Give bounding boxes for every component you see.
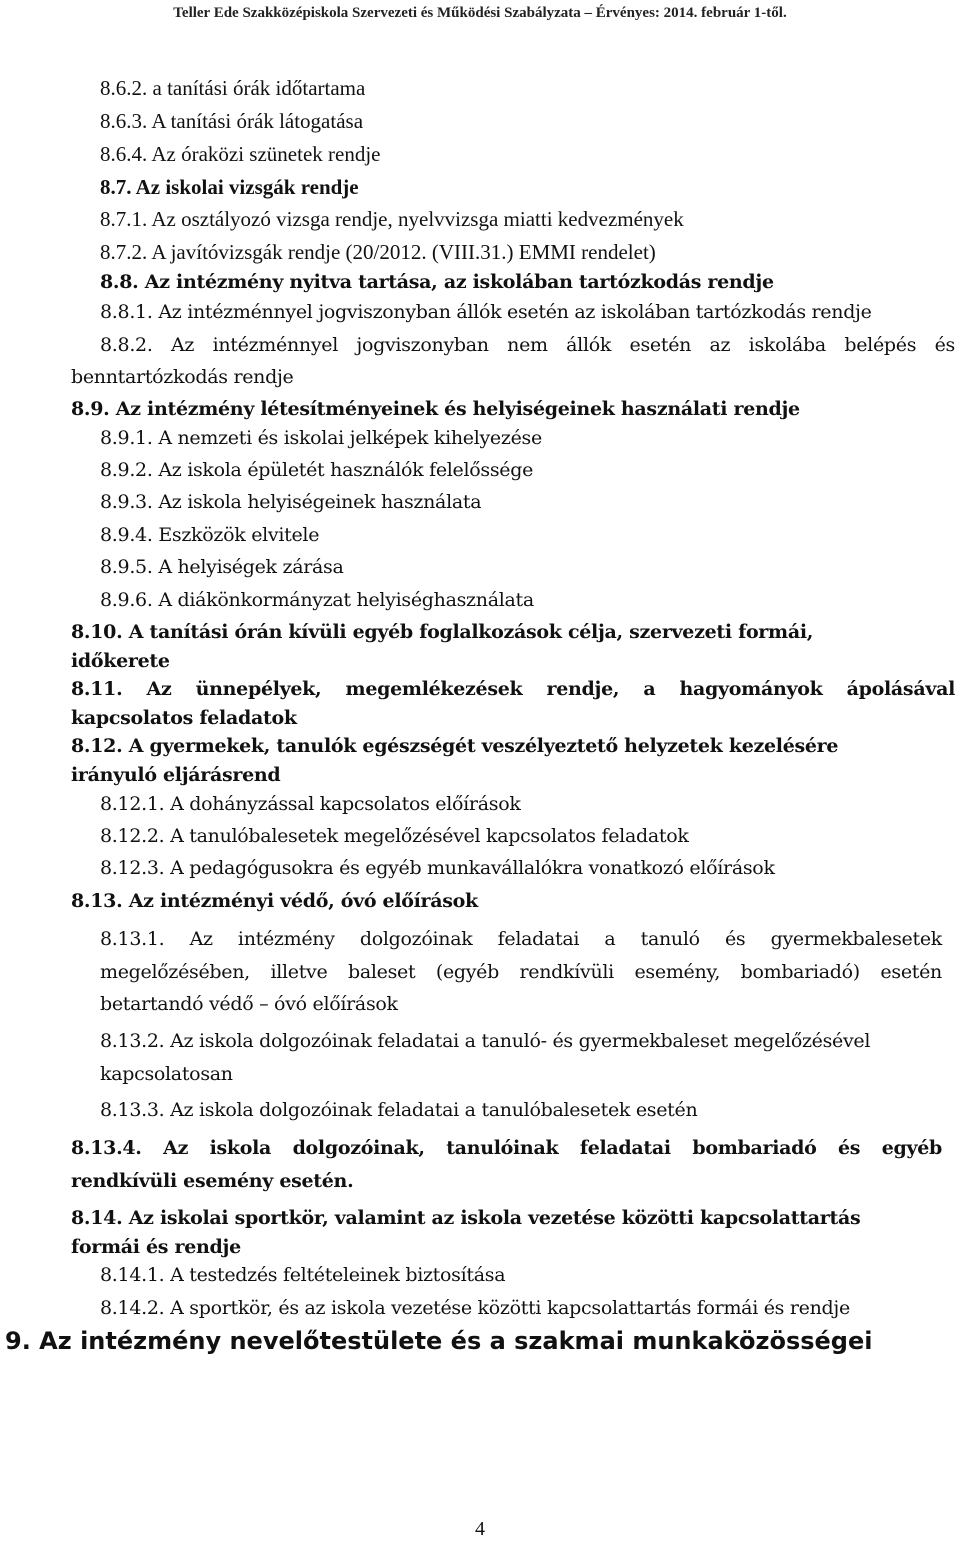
toc-entry: 8.12.3. A pedagógusokra és egyéb munkavállalókra vonatkozó előírások — [100, 857, 775, 879]
toc-entry: 8.7. Az iskolai vizsgák rendje — [100, 175, 359, 199]
toc-entry: betartandó védő – óvó előírások — [100, 993, 398, 1015]
toc-entry: 8.6.2. a tanítási órák időtartama — [100, 76, 366, 100]
toc-entry: 8.6.4. Az óraközi szünetek rendje — [100, 142, 381, 166]
toc-entry: 8.8. Az intézmény nyitva tartása, az iskolában tartózkodás rendje — [100, 271, 774, 293]
toc-entry: kapcsolatos feladatok — [71, 707, 297, 729]
toc-entry: benntartózkodás rendje — [71, 366, 294, 388]
toc-entry: 8.14.2. A sportkör, és az iskola vezetése közötti kapcsolattartás formái és rendje — [100, 1297, 850, 1319]
toc-entry: 8.10. A tanítási órán kívüli egyéb foglalkozások célja, szervezeti formái, — [71, 621, 814, 643]
page-header: Teller Ede Szakközépiskola Szervezeti és Működési Szabályzata – Érvényes: 2014. február 1-től. — [173, 5, 787, 21]
toc-entry: 8.13.3. Az iskola dolgozóinak feladatai a tanulóbalesetek esetén — [100, 1099, 698, 1121]
toc-entry: 8.8.2. Az intézménnyel jogviszonyban nem állók esetén az iskolába belépés és — [100, 334, 955, 356]
toc-entry: 8.12. A gyermekek, tanulók egészségét veszélyeztető helyzetek kezelésére — [71, 735, 839, 757]
toc-entry: 8.9.3. Az iskola helyiségeinek használata — [100, 491, 482, 513]
page-number: 4 — [475, 1518, 485, 1540]
toc-entry: rendkívüli esemény esetén. — [71, 1170, 354, 1192]
toc-entry: 8.8.1. Az intézménnyel jogviszonyban állók esetén az iskolában tartózkodás rendje — [100, 301, 872, 323]
toc-entry: 8.11. Az ünnepélyek, megemlékezések rendje, a hagyományok ápolásával — [71, 678, 955, 700]
toc-entry: irányuló eljárásrend — [71, 764, 281, 786]
toc-entry: 8.12.2. A tanulóbalesetek megelőzésével kapcsolatos feladatok — [100, 825, 689, 847]
toc-entry: 8.13.4. Az iskola dolgozóinak, tanulóinak feladatai bombariadó és egyéb — [71, 1137, 942, 1159]
toc-entry: 8.9.2. Az iskola épületét használók felelőssége — [100, 459, 534, 481]
toc-entry: 8.7.2. A javítóvizsgák rendje (20/2012. (VIII.31.) EMMI rendelet) — [100, 240, 656, 264]
toc-entry: 8.13.1. Az intézmény dolgozóinak feladatai a tanuló és gyermekbalesetek — [100, 928, 942, 950]
toc-entry: 8.13. Az intézményi védő, óvó előírások — [71, 890, 478, 912]
toc-entry: 8.7.1. Az osztályozó vizsga rendje, nyelvvizsga miatti kedvezmények — [100, 207, 684, 231]
toc-entry: 8.14.1. A testedzés feltételeinek biztosítása — [100, 1264, 506, 1286]
toc-entry: megelőzésében, illetve baleset (egyéb rendkívüli esemény, bombariadó) esetén — [100, 961, 942, 983]
toc-entry: 8.9.5. A helyiségek zárása — [100, 556, 344, 578]
toc-entry: 8.9.6. A diákönkormányzat helyiséghasználata — [100, 589, 534, 611]
toc-entry: formái és rendje — [71, 1236, 241, 1258]
toc-entry: 8.14. Az iskolai sportkör, valamint az iskola vezetése közötti kapcsolattartás — [71, 1207, 861, 1229]
toc-entry: 8.9.1. A nemzeti és iskolai jelképek kihelyezése — [100, 427, 542, 449]
toc-entry: 8.6.3. A tanítási órák látogatása — [100, 109, 364, 133]
toc-entry: időkerete — [71, 650, 170, 672]
toc-entry: 8.9.4. Eszközök elvitele — [100, 524, 320, 546]
toc-chapter-heading: 9. Az intézmény nevelőtestülete és a szakmai munkaközösségei — [5, 1327, 873, 1355]
toc-entry: 8.13.2. Az iskola dolgozóinak feladatai a tanuló- és gyermekbaleset megelőzésével — [100, 1030, 871, 1052]
toc-entry: 8.12.1. A dohányzással kapcsolatos előírások — [100, 793, 521, 815]
toc-entry: kapcsolatosan — [100, 1063, 233, 1085]
toc-entry: 8.9. Az intézmény létesítményeinek és helyiségeinek használati rendje — [71, 398, 800, 420]
